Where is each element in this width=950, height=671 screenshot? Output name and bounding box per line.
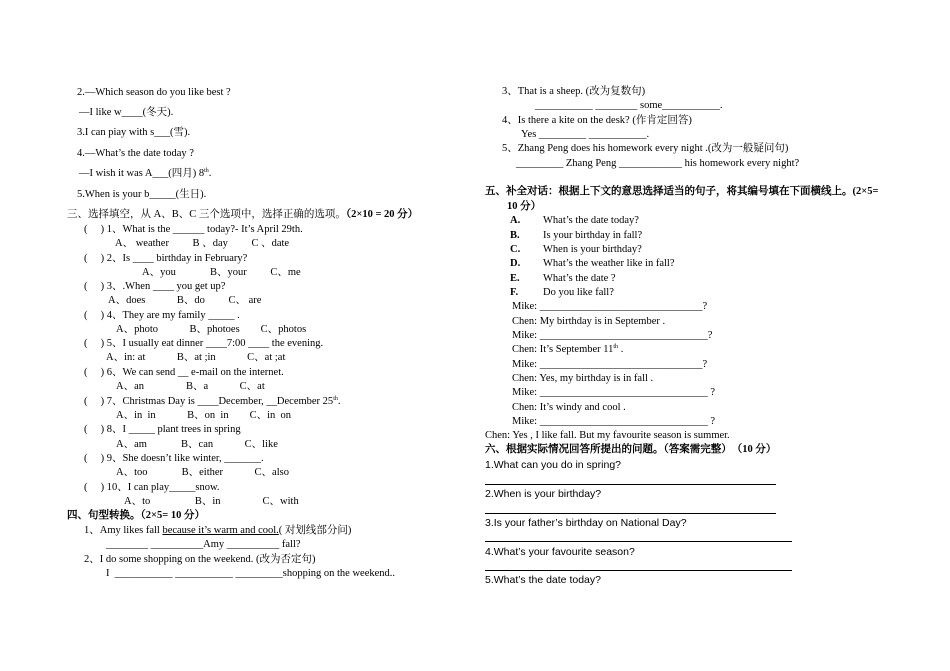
section4-title: 四、句型转换。（2×5= 10 分） [67, 510, 205, 521]
mc-question-8: ( ) 8、I _____ plant trees in spring [84, 424, 241, 435]
mc-options-9: A、too B、either C、also [116, 467, 289, 478]
answer-question-1: 1.What can you do in spring? [485, 459, 621, 471]
mc-question-3: ( ) 3、.When ____ you get up? [84, 281, 226, 292]
option-text-d: What’s the weather like in fall? [543, 258, 675, 269]
mc-options-1: A、 weather B 、day C 、date [115, 238, 290, 249]
section3-title: 三、选择填空，从 A、B、C 三个选项中，选择正确的选项。（2×10 = 20 分） [67, 209, 419, 220]
dialogue-line: Mike: _______________________________? [512, 359, 708, 370]
mc-options-10: A、to B、in C、with [124, 496, 299, 507]
dialogue-line: Chen: It’s windy and cool . [512, 402, 626, 413]
mc-options-3: A、does B、do C、 are [108, 295, 262, 306]
answer-question-5: 5.What’s the date today? [485, 574, 601, 586]
fill-in-q4: 4.—What’s the date today ? [77, 148, 194, 159]
transform-q1: 1、Amy likes fall because it’s warm and cool.( 对划线部分问) [84, 525, 352, 536]
transform-q4-answer: Yes _________ ___________. [521, 129, 650, 140]
answer-question-3: 3.Is your father’s birthday on National Day? [485, 517, 687, 529]
mc-question-4: ( ) 4、They are my family _____ . [84, 310, 240, 321]
section6-title: 六、根据实际情况回答所提出的问题。（答案需完整） （10 分） [485, 444, 777, 455]
transform-q5: 5、Zhang Peng does his homework every night .(改为一般疑问句) [502, 143, 789, 154]
transform-q3: 3、That is a sheep. (改为复数句) [502, 86, 646, 97]
dialogue-line: Chen: Yes, my birthday is in fall . [512, 373, 654, 384]
option-letter-d: D. [510, 258, 521, 269]
answer-line-2 [485, 513, 776, 514]
fill-in-q3: 3.I can piay with s___(雪). [77, 127, 191, 138]
option-letter-a: A. [510, 215, 521, 226]
mc-options-6: A、an B、a C、at [116, 381, 265, 392]
mc-options-8: A、am B、can C、like [116, 439, 278, 450]
answer-question-4: 4.What’s your favourite season? [485, 546, 635, 558]
option-text-e: What’s the date ? [543, 273, 616, 284]
option-letter-c: C. [510, 244, 521, 255]
mc-question-2: ( ) 2、Is ____ birthday in February? [84, 253, 248, 264]
fill-in-q5: 5.When is your b_____(生日). [77, 189, 207, 200]
fill-in-q2-answer: —I like w____(冬天). [79, 107, 174, 118]
mc-question-7: ( ) 7、Christmas Day is ____December, __December 25th. [84, 396, 341, 407]
mc-question-6: ( ) 6、We can send __ e-mail on the internet. [84, 367, 284, 378]
answer-line-1 [485, 484, 776, 485]
dialogue-line: Mike: _______________________________? [512, 301, 708, 312]
section5-title-cont: 10 分） [507, 201, 542, 212]
fill-in-q4-answer: —I wish it was A___(四月) 8th. [79, 168, 212, 179]
answer-line-3 [485, 541, 792, 542]
option-text-a: What’s the date today? [543, 215, 639, 226]
dialogue-line: Chen: My birthday is in September . [512, 316, 666, 327]
option-text-f: Do you like fall? [543, 287, 614, 298]
fill-in-q2: 2.—Which season do you like best ? [77, 87, 231, 98]
mc-options-7: A、in in B、on in C、in on [116, 410, 292, 421]
section5-title: 五、补全对话：根据上下文的意思选择适当的句子，将其编号填在下面横线上。(2×5= [485, 186, 879, 197]
transform-q2: 2、I do some shopping on the weekend. (改为否定句) [84, 554, 316, 565]
option-letter-e: E. [510, 273, 520, 284]
answer-question-2: 2.When is your birthday? [485, 488, 602, 500]
mc-options-2: A、you B、your C、me [142, 267, 301, 278]
mc-question-1: ( ) 1、What is the ______ today?- It’s April 29th. [84, 224, 303, 235]
transform-q4: 4、Is there a kite on the desk? (作肯定回答) [502, 115, 692, 126]
mc-question-5: ( ) 5、I usually eat dinner ____7:00 ____ the evening. [84, 338, 324, 349]
transform-q1-answer: ________ __________Amy __________ fall? [106, 539, 301, 550]
transform-q3-answer: ___________ ________ some___________. [535, 100, 723, 111]
dialogue-line: Chen: It’s September 11th . [512, 344, 624, 355]
dialogue-line: Mike: ________________________________? [512, 330, 713, 341]
mc-options-5: A、in: at B、at ;in C、at ;at [106, 352, 286, 363]
mc-question-10: ( ) 10、I can play_____snow. [84, 482, 220, 493]
transform-q2-answer: I ___________ ___________ _________shopping on the weekend.. [106, 568, 396, 579]
transform-q5-answer: _________ Zhang Peng ____________ his homework every night? [516, 158, 800, 169]
dialogue-line: Chen: Yes , I like fall. But my favourite season is summer. [485, 430, 730, 441]
option-text-b: Is your birthday in fall? [543, 230, 643, 241]
option-letter-f: F. [510, 287, 519, 298]
dialogue-line: Mike: ________________________________ ? [512, 387, 715, 398]
mc-options-4: A、photo B、photoes C、photos [116, 324, 307, 335]
option-letter-b: B. [510, 230, 520, 241]
answer-line-4 [485, 570, 792, 571]
dialogue-line: Mike: ________________________________ ? [512, 416, 715, 427]
mc-question-9: ( ) 9、She doesn’t like winter, _______. [84, 453, 264, 464]
option-text-c: When is your birthday? [543, 244, 642, 255]
